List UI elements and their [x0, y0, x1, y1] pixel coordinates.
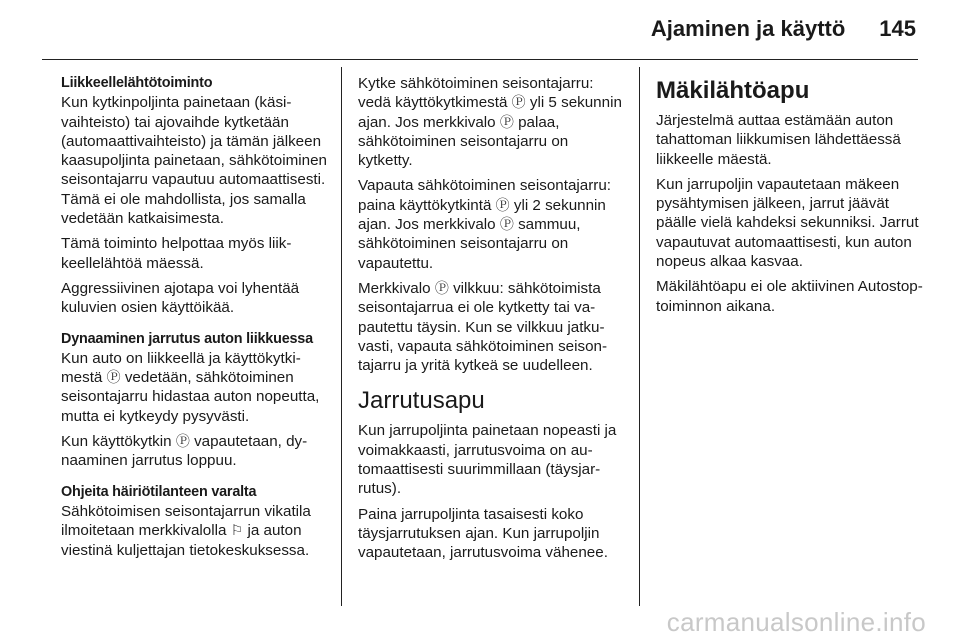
paragraph-part: palaa, sähkötoiminen seisontajarru on kytketty.: [358, 113, 569, 170]
heading-jarrutusapu: Jarrutusapu: [358, 387, 485, 415]
paragraph: Tämä toiminto helpottaa myös liikkeellelähtöä mäessä.: [61, 235, 292, 272]
subheading-hairiotilanne: Ohjeita häiriötilanteen varalta: [61, 483, 257, 500]
watermark: carmanualsonline.info: [666, 607, 926, 637]
parking-brake-icon: Ⓟ: [499, 216, 514, 233]
paragraph-part: Kun käyttökytkin: [61, 433, 172, 451]
parking-brake-icon: Ⓟ: [434, 279, 449, 296]
page-number: 145: [879, 16, 916, 41]
section-liikkeellelahto: [61, 74, 329, 228]
paragraph-part: vapautetaan, dynaaminen jarrutus loppuu.: [61, 433, 308, 470]
section-dynaaminen-jarrutus: [61, 330, 329, 426]
paragraph: [358, 279, 626, 375]
page-header-title: Ajaminen ja käyttö: [650, 16, 846, 41]
parking-brake-icon: Ⓟ: [511, 94, 526, 111]
paragraph: Järjestelmä auttaa estämään auton tahattoman liikkumisen lähdettäessä liikkeelle mäestä.: [656, 112, 901, 168]
section-hairiotilanne: [61, 483, 329, 560]
column-2: [358, 74, 626, 569]
service-warning-icon: ⚐: [230, 522, 244, 539]
parking-brake-icon: Ⓟ: [495, 196, 510, 213]
paragraph-part: Sähkötoimisen seisontajarrun vikatila ilmoitetaan merkkivalolla: [61, 502, 311, 540]
paragraph: [61, 432, 329, 471]
parking-brake-icon: Ⓟ: [106, 369, 121, 386]
parking-brake-icon: Ⓟ: [499, 113, 514, 130]
paragraph-part: Kytke sähkötoiminen seisontajarru: vedä käyttökytkimestä: [358, 75, 594, 112]
heading-makilahtoapu: Mäkilähtöapu: [656, 77, 810, 104]
paragraph-part: sammuu, sähkötoiminen seisontajarru on vapautettu.: [358, 216, 581, 272]
subheading-liikkeellelahto: Liikkeellelähtötoiminto: [61, 75, 213, 91]
paragraph-part: ja auton viestinä kuljettajan tietokeskuksessa.: [61, 522, 310, 559]
paragraph: Mäkilähtöapu ei ole aktiivinen Autostop-toiminnon aikana.: [656, 278, 923, 315]
paragraph: [358, 74, 626, 170]
column-divider-2: [639, 67, 640, 606]
paragraph: [358, 176, 626, 272]
paragraph-part: Merkkivalo: [358, 279, 431, 297]
paragraph: Kun jarrupoljinta painetaan nopeasti ja voimakkaasti, jarrutusvoima on automaattisesti suurimmillaan (täysjarrutus).: [358, 422, 617, 498]
column-1: [61, 74, 329, 566]
header-rule: [42, 59, 918, 60]
paragraph: Aggressiivinen ajotapa voi lyhentää kuluvien osien käyttöikää.: [61, 279, 300, 317]
column-3: [656, 77, 924, 322]
paragraph-part: yli 2 sekunnin ajan. Jos merkkivalo: [358, 196, 606, 234]
page-header: [651, 16, 916, 42]
paragraph-part: Kun auto on liikkeellä ja käyttökytkimestä: [61, 349, 301, 387]
paragraph-part: vedetään, sähkötoiminen seisontajarru hidastaa auton nopeutta, mutta ei kytkeydy pysyvästi.: [61, 369, 320, 425]
paragraph-part: vilkkuu: sähkötoimista seisontajarrua ei ole kytketty tai vapautettu täysin. Kun se vilkkuu jatkuvasti, vapauta sähkötoiminen seisontajarru ja yritä kytkeä se uudelleen.: [358, 279, 608, 375]
paragraph-part: yli 5 sekunnin ajan. Jos merkkivalo: [358, 94, 622, 131]
column-divider-1: [341, 67, 342, 606]
paragraph: Kun jarrupoljin vapautetaan mäkeen pysähtymisen jälkeen, jarrut jäävät päälle vielä kahdeksi sekunniksi. Jarrut vapautuvat automaattisesti, kun auton nopeus alkaa kasvaa.: [656, 175, 919, 271]
paragraph: Paina jarrupoljinta tasaisesti koko täysjarrutuksen ajan. Kun jarrupoljin vapautetaan, jarrutusvoima vähenee.: [358, 505, 608, 562]
paragraph-part: Vapauta sähkötoiminen seisontajarru: paina käyttökytkintä: [358, 177, 611, 214]
subheading-dynaaminen-jarrutus: Dynaaminen jarrutus auton liikkuessa: [61, 330, 313, 347]
parking-brake-icon: Ⓟ: [175, 433, 190, 450]
paragraph: Kun kytkinpoljinta painetaan (käsivaihteisto) tai ajovaihde kytketään (automaattivaihteisto) ja tämän jälkeen kaasupoljinta painetaan, sähkötoiminen seisontajarru vapautuu automaattisesti. Tämä ei ole mahdollista, jos samalla vedetään katkaisimesta.: [61, 94, 327, 228]
